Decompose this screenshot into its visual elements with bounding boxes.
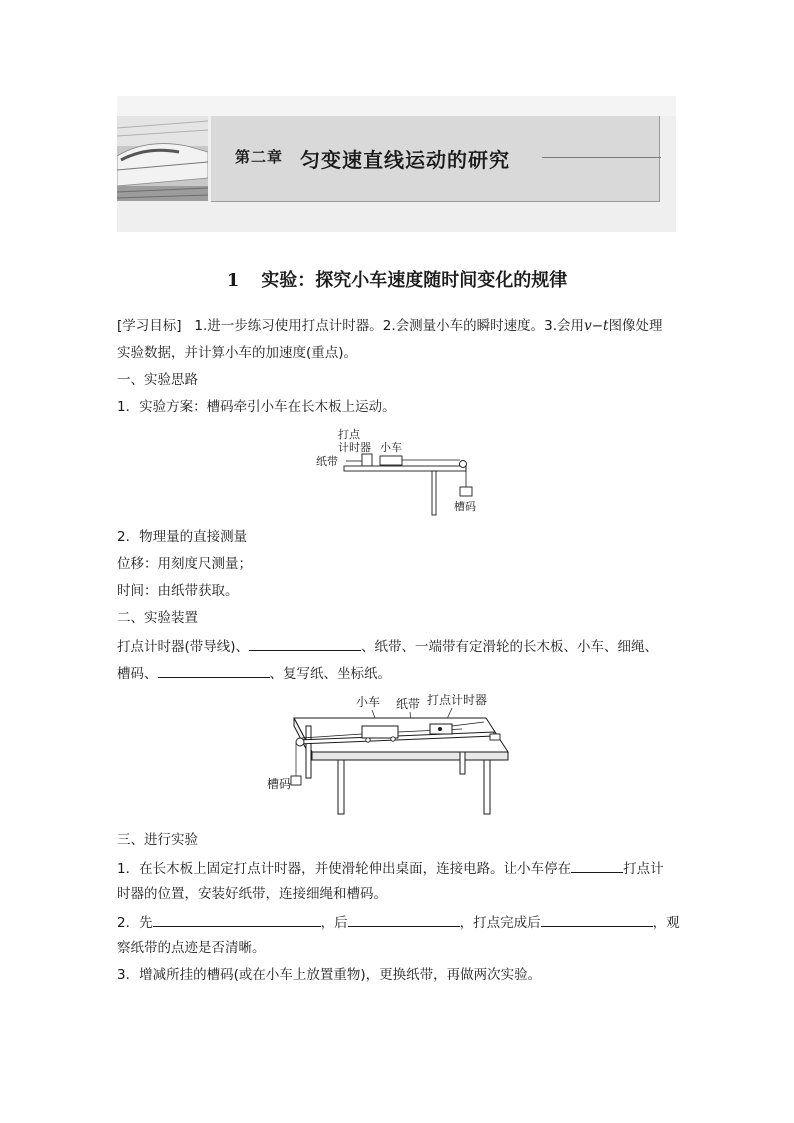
fig2-cart-label: 小车 <box>356 695 381 709</box>
banner-top-strip <box>117 96 676 116</box>
apparatus-line-2 <box>117 663 391 683</box>
objectives-line-1 <box>117 317 662 335</box>
lesson-number: 1 <box>226 270 240 291</box>
apparatus-figure <box>262 690 512 818</box>
step-1-line-1 <box>117 858 664 878</box>
step-3-line: 3．增减所挂的槽码(或在小车上放置重物)，更换纸带，再做两次实验。 <box>117 967 542 983</box>
fig2-leg-back-left <box>306 726 311 778</box>
step-2-line-1 <box>117 912 680 932</box>
apparatus-text-a: 打点计时器(带导线)、 <box>117 639 250 655</box>
fig2-timer-label: 打点计时器 <box>427 693 488 707</box>
step-2-text-c: ，打点完成后 <box>459 915 541 931</box>
experiment-scheme-figure <box>310 425 490 517</box>
fig2-leg-back-right <box>460 752 465 774</box>
fig2-tape-label: 纸带 <box>396 697 421 711</box>
fig1-table-leg <box>432 471 436 515</box>
apparatus-text-b: 、纸带、一端带有定滑轮的长木板、小车、细绳、 <box>361 639 659 655</box>
chapter-banner <box>117 96 676 232</box>
section-3-heading: 三、进行实验 <box>117 832 198 848</box>
blank-apparatus-2[interactable] <box>158 663 270 678</box>
apparatus-text-d: 、复写纸、坐标纸。 <box>269 666 391 682</box>
step-1-text-a: 1．在长木板上固定打点计时器，并使滑轮伸出桌面，连接电路。让小车停在 <box>117 861 572 877</box>
section-1-item-2: 2．物理量的直接测量 <box>117 529 248 545</box>
blank-step-2a[interactable] <box>153 912 321 927</box>
fig1-board <box>344 466 466 471</box>
symbol-dash: − <box>591 318 604 334</box>
symbol-v: v <box>584 318 592 334</box>
time-line: 时间：由纸带获取。 <box>117 583 239 599</box>
lesson-title <box>0 266 794 292</box>
blank-step-1[interactable] <box>571 858 623 873</box>
step-1-text-b: 打点计 <box>623 861 664 877</box>
fig1-weight-label: 槽码 <box>454 500 476 513</box>
step-2-text-b: ，后 <box>320 915 348 931</box>
fig2-leg-front-right <box>484 760 490 814</box>
step-2-line-2: 察纸带的点迹是否清晰。 <box>117 940 266 956</box>
step-2-text-d: ，观 <box>652 915 680 931</box>
displacement-line: 位移：用刻度尺测量； <box>117 556 252 572</box>
fig1-tape-label: 纸带 <box>316 455 338 468</box>
objectives-line-2: 实验数据，并计算小车的加速度(重点)。 <box>117 345 358 361</box>
fig1-timer-shape <box>362 454 372 466</box>
fig1-weight-shape <box>460 487 472 496</box>
symbol-t: t <box>603 318 609 334</box>
train-photo <box>117 116 208 201</box>
fig1-timer-label-2: 计时器 <box>338 441 371 454</box>
section-2-heading: 二、实验装置 <box>117 610 198 626</box>
banner-rule <box>542 157 661 158</box>
blank-step-2b[interactable] <box>348 912 460 927</box>
fig2-block-shape <box>490 734 500 740</box>
fig2-weight-label: 槽码 <box>267 777 292 791</box>
step-1-line-2: 时器的位置，安装好纸带，连接细绳和槽码。 <box>117 886 387 902</box>
fig1-cart-shape <box>380 456 402 465</box>
fig2-cart-shape <box>362 726 398 738</box>
blank-step-2c[interactable] <box>541 912 653 927</box>
blank-apparatus-1[interactable] <box>249 636 361 651</box>
section-1-item-1: 1．实验方案：槽码牵引小车在长木板上运动。 <box>117 399 396 415</box>
apparatus-text-c: 槽码、 <box>117 666 158 682</box>
fig2-weight-shape <box>291 776 301 785</box>
fig2-leg-front-left <box>338 760 344 814</box>
chapter-title: 匀变速直线运动的研究 <box>300 148 510 172</box>
fig1-timer-label-1: 打点 <box>338 428 360 441</box>
fig1-pulley <box>460 461 467 468</box>
lesson-title-text: 实验：探究小车速度随时间变化的规律 <box>261 270 568 291</box>
fig2-pulley <box>296 738 304 746</box>
objectives-text-b: 图像处理 <box>608 318 663 334</box>
chapter-number: 第二章 <box>235 148 284 166</box>
step-2-text-a: 2．先 <box>117 915 153 931</box>
section-1-heading: 一、实验思路 <box>117 372 198 388</box>
fig1-cart-label: 小车 <box>380 441 402 454</box>
objectives-text-a: 1.进一步练习使用打点计时器。2.会测量小车的瞬时速度。3.会用 <box>194 318 585 334</box>
apparatus-line-1 <box>117 636 658 656</box>
objectives-label: [学习目标] <box>117 318 182 334</box>
